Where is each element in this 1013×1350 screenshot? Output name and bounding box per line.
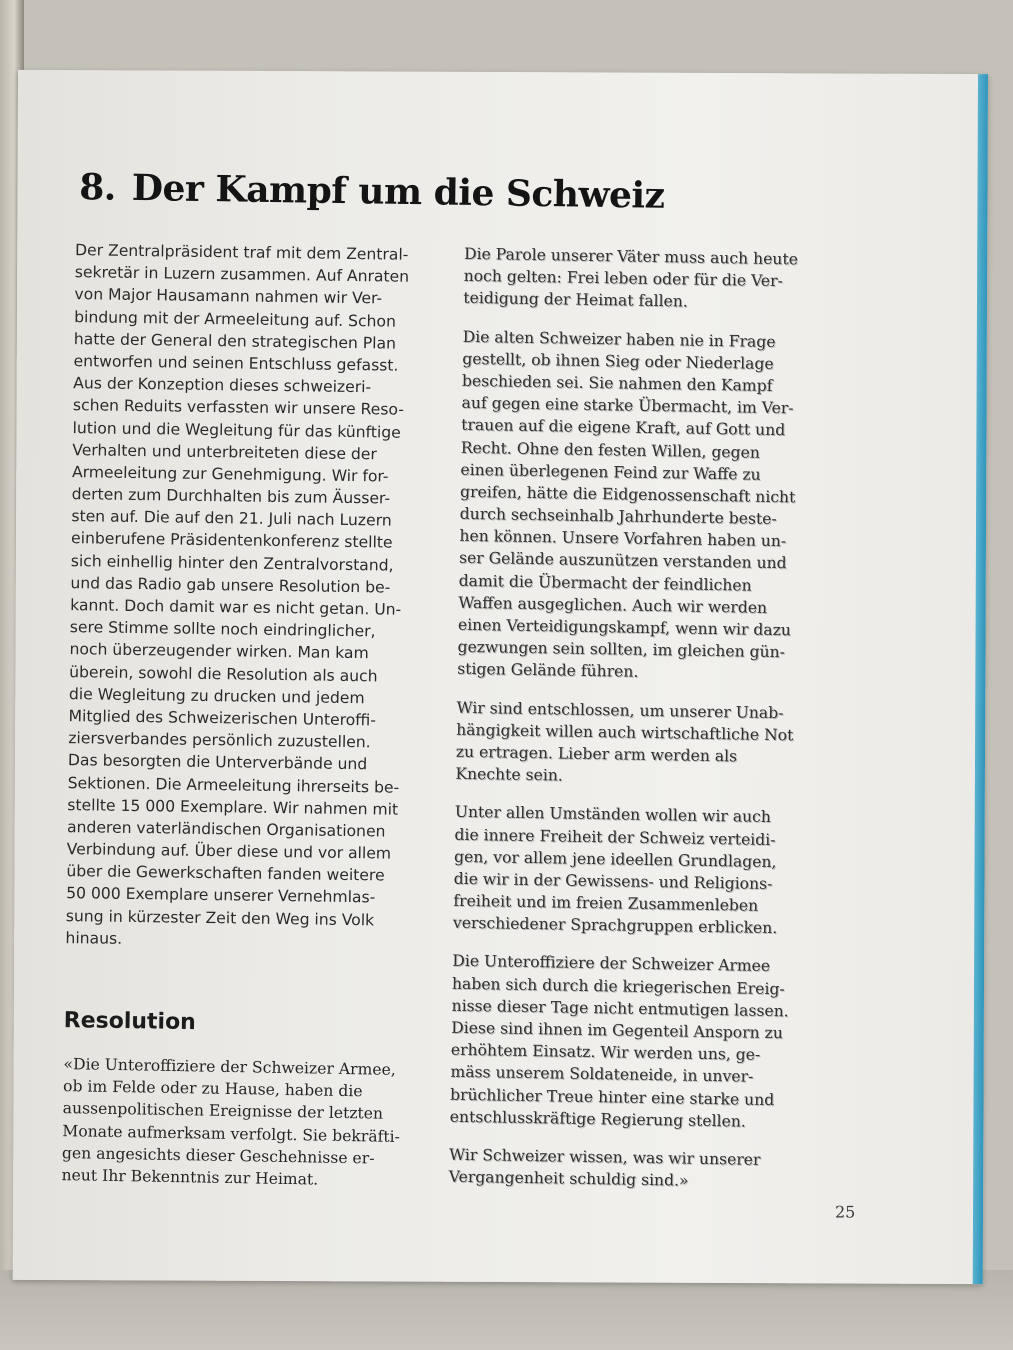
left-column-text: [65, 239, 453, 954]
chapter-title: Der Kampf um die Schweiz: [131, 166, 665, 217]
text-line: überein, sowohl die Resolution als auch: [69, 662, 378, 685]
text-line: kannt. Doch damit war es nicht getan. Un-: [70, 596, 402, 619]
text-line: Das besorgten die Unterverbände und: [67, 751, 368, 774]
text-line: sekretär in Luzern zusammen. Auf Anraten: [74, 263, 410, 286]
text-line: ser Gelände auszunützen verstanden und: [458, 549, 787, 573]
text-line: sten auf. Die auf den 21. Juli nach Luzern: [71, 507, 392, 530]
text-line: teidigung der Heimat fallen.: [463, 289, 688, 311]
text-line: entschlusskräftige Regierung stellen.: [449, 1107, 746, 1131]
text-line: noch überzeugender wirken. Man kam: [69, 640, 369, 663]
resolution-heading: Resolution: [63, 1008, 197, 1036]
text-line: Recht. Ohne den festen Willen, gegen: [460, 438, 761, 462]
text-line: hinaus.: [65, 928, 123, 948]
text-line: beschieden sei. Sie nahmen den Kampf: [461, 371, 773, 395]
text-line: stigen Gelände führen.: [457, 660, 639, 682]
text-line: lution und die Wegleitung für das künftige: [72, 418, 401, 442]
text-line: «Die Unteroffiziere der Schweizer Armee,: [63, 1055, 396, 1079]
text-line: noch gelten: Frei leben oder für die Ver-: [463, 267, 783, 291]
text-line: durch sechseinhalb Jahrhunderte beste-: [459, 504, 777, 529]
right-paragraph: [453, 801, 855, 941]
text-line: auf gegen eine starke Übermacht, im Ver-: [461, 393, 794, 418]
page-number: 25: [834, 1202, 856, 1222]
text-line: Monate aufmerksam verfolgt. Sie bekräfti-: [62, 1121, 401, 1146]
text-line: aussenpolitischen Ereignisse der letzten: [62, 1099, 384, 1124]
text-line: trauen auf die eigene Kraft, auf Gott und: [461, 416, 786, 440]
text-line: bindung mit der Armeeleitung auf. Schon: [74, 307, 397, 331]
text-line: Die alten Schweizer haben nie in Frage: [462, 327, 776, 351]
text-line: Wir sind entschlossen, um unserer Unab-: [456, 698, 784, 722]
text-line: Wir Schweizer wissen, was wir unserer: [448, 1145, 761, 1169]
chapter-number: 8.: [78, 166, 117, 209]
right-paragraph: [449, 1144, 850, 1195]
text-line: erhöhtem Einsatz. Wir werden uns, ge-: [450, 1040, 761, 1065]
text-line: einen Verteidigungskampf, wenn wir dazu: [457, 615, 792, 640]
text-line: entworfen und seinen Entschluss gefasst.: [73, 352, 399, 375]
text-line: greifen, hätte die Eidgenossenschaft nicht: [459, 482, 796, 507]
text-line: Mitglied des Schweizerischen Unteroffi-: [68, 707, 377, 730]
text-line: Die Parole unserer Väter muss auch heute: [463, 244, 799, 269]
text-line: schen Reduits verfassten wir unsere Reso-: [72, 396, 405, 420]
text-line: neut Ihr Bekenntnis zur Heimat.: [61, 1166, 319, 1189]
text-line: und das Radio gab unsere Resolution be-: [70, 573, 391, 597]
page-edge-blue-stripe: [973, 74, 988, 1284]
text-line: nisse dieser Tage nicht entmutigen lassen.: [451, 996, 789, 1021]
text-line: stellte 15 000 Exemplare. Wir nahmen mit: [67, 795, 399, 819]
right-paragraph: [457, 325, 863, 687]
text-line: Verbindung auf. Über diese und vor allem: [66, 840, 392, 863]
text-line: Waffen ausgeglichen. Auch wir werden: [458, 593, 768, 617]
text-line: sung in kürzester Zeit den Weg ins Volk: [65, 906, 375, 929]
text-line: 50 000 Exemplare unserer Vernehmlas-: [66, 884, 376, 907]
text-line: Armeeleitung zur Genehmigung. Wir for-: [71, 462, 389, 486]
text-line: ob im Felde oder zu Hause, haben die: [62, 1077, 363, 1101]
text-line: mäss unserem Soldateneide, in unver-: [450, 1063, 754, 1087]
text-line: Aus der Konzeption dieses schweizeri-: [73, 374, 372, 397]
text-line: gen, vor allem jene ideellen Grundlagen,: [453, 847, 777, 871]
right-paragraph: [463, 243, 864, 316]
text-line: Vergangenheit schuldig sind.»: [448, 1167, 689, 1190]
text-line: hatte der General den strategischen Plan: [73, 329, 397, 353]
text-line: anderen vaterländischen Organisationen: [66, 817, 386, 841]
text-line: Verhalten und unterbreiteten diese der: [72, 440, 377, 464]
resolution-text: [61, 1053, 449, 1193]
text-line: Die Unteroffiziere der Schweizer Armee: [452, 952, 771, 976]
text-line: die wir in der Gewissens- und Religions-: [453, 869, 773, 893]
text-line: derten zum Durchhalten bis zum Äusser-: [71, 485, 391, 508]
chapter-heading: [79, 166, 665, 217]
text-line: gen angesichts dieser Geschehnisse er-: [61, 1143, 375, 1168]
text-line: über die Gewerkschaften fanden weitere: [66, 862, 385, 885]
text-line: hängigkeit willen auch wirtschaftliche Not: [456, 720, 794, 745]
text-line: hen können. Unsere Vorfahren haben un-: [459, 527, 787, 551]
text-line: die innere Freiheit der Schweiz verteidi-: [454, 825, 776, 849]
text-line: gestellt, ob ihnen Sieg oder Niederlage: [462, 349, 774, 373]
text-line: brüchlicher Treue hinter eine starke und: [449, 1085, 775, 1109]
text-line: einberufene Präsidentenkonferenz stellte: [70, 529, 393, 553]
text-line: sere Stimme sollte noch eindringlicher,: [69, 618, 376, 641]
text-line: Knechte sein.: [455, 764, 563, 785]
text-line: ziersverbandes persönlich zuzustellen.: [68, 729, 371, 752]
text-line: Sektionen. Die Armeeleitung ihrerseits be-: [67, 773, 400, 797]
text-line: gezwungen sein sollten, im gleichen gün-: [457, 637, 786, 662]
right-column-text: [449, 243, 865, 1195]
text-line: die Wegleitung zu drucken und jedem: [68, 684, 365, 707]
text-line: einen überlegenen Feind zur Waffe zu: [460, 460, 761, 484]
text-line: Der Zentralpräsident traf mit dem Zentral-: [74, 241, 409, 264]
text-line: damit die Übermacht der feindlichen: [458, 571, 752, 595]
text-line: zu ertragen. Lieber arm werden als: [455, 742, 738, 766]
text-line: sich einhellig hinter den Zentralvorstand,: [70, 551, 394, 575]
text-line: verschiedener Sprachgruppen erblicken.: [452, 913, 778, 938]
text-line: Diese sind ihnen im Gegenteil Ansporn zu: [451, 1018, 784, 1043]
right-paragraph: [450, 950, 853, 1134]
book-page: [13, 70, 988, 1284]
text-line: freiheit und im freien Zusammenleben: [453, 891, 759, 915]
text-line: Unter allen Umständen wollen wir auch: [454, 803, 772, 827]
text-line: von Major Hausamann nahmen wir Ver-: [74, 285, 383, 308]
right-paragraph: [455, 696, 856, 791]
text-line: haben sich durch die kriegerischen Ereig-: [451, 974, 785, 998]
